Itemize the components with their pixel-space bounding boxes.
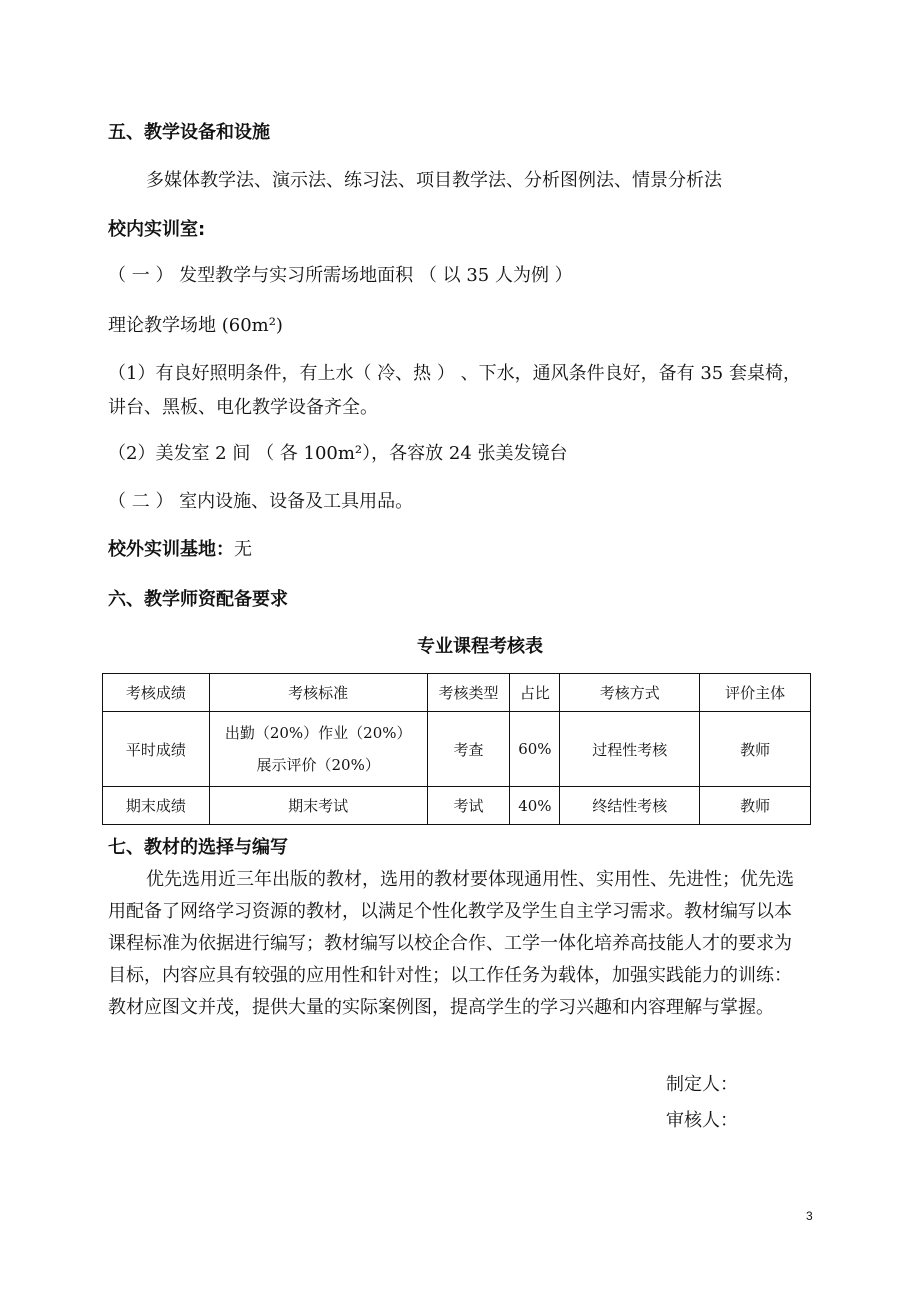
header-ratio: 占比 bbox=[510, 674, 560, 712]
teaching-methods-text: 多媒体教学法、演示法、练习法、项目教学法、分析图例法、情景分析法 bbox=[146, 170, 722, 191]
offsite-base-line bbox=[108, 538, 252, 562]
item-two-text: （ 二 ） 室内设施、设备及工具用品。 bbox=[108, 491, 414, 512]
cell-type: 考试 bbox=[427, 787, 510, 825]
cell-type: 考查 bbox=[427, 712, 510, 787]
onsite-training-heading: 校内实训室: bbox=[108, 219, 206, 240]
cell-standard bbox=[209, 712, 427, 787]
cell-ratio: 60% bbox=[510, 712, 560, 787]
cell-method: 终结性考核 bbox=[560, 787, 700, 825]
offsite-base-value: 无 bbox=[234, 539, 252, 560]
header-method: 考核方式 bbox=[560, 674, 700, 712]
paragraph-line: 课程标准为依据进行编写；教材编写以校企合作、工学一体化培养高技能人才的要求为 bbox=[108, 933, 792, 954]
cell-standard-line-1: 出勤（20%）作业（20%） bbox=[224, 724, 412, 742]
cell-standard: 期末考试 bbox=[209, 787, 427, 825]
cell-subject: 教师 bbox=[700, 712, 811, 787]
header-grade: 考核成绩 bbox=[103, 674, 210, 712]
table-row bbox=[103, 712, 811, 787]
header-type: 考核类型 bbox=[427, 674, 510, 712]
section-6-heading: 六、教学师资配备要求 bbox=[108, 589, 288, 610]
cell-standard-line-2: 展示评价（20%） bbox=[256, 756, 380, 774]
reviewer-label: 审核人： bbox=[666, 1110, 738, 1131]
table-header-row bbox=[103, 674, 811, 712]
cell-ratio: 40% bbox=[510, 787, 560, 825]
point-two-text: （2）美发室 2 间 （ 各 100m²），各容放 24 张美发镜台 bbox=[108, 443, 568, 464]
assessment-table bbox=[102, 673, 811, 825]
header-standard: 考核标准 bbox=[209, 674, 427, 712]
section-7-heading: 七、教材的选择与编写 bbox=[108, 837, 288, 858]
paragraph-line: 用配备了网络学习资源的教材，以满足个性化教学及学生自主学习需求。教材编写以本 bbox=[108, 901, 792, 922]
cell-grade: 平时成绩 bbox=[103, 712, 210, 787]
paragraph-line: 优先选用近三年出版的教材，选用的教材要体现通用性、实用性、先进性；优先选 bbox=[146, 869, 794, 890]
maker-label: 制定人： bbox=[666, 1074, 738, 1095]
page-number: 3 bbox=[806, 1209, 813, 1223]
paragraph-line: 目标，内容应具有较强的应用性和针对性；以工作任务为载体，加强实践能力的训练： bbox=[108, 965, 792, 986]
cell-subject: 教师 bbox=[700, 787, 811, 825]
table-row bbox=[103, 787, 811, 825]
cell-grade: 期末成绩 bbox=[103, 787, 210, 825]
table-title: 专业课程考核表 bbox=[417, 636, 543, 657]
textbook-paragraph bbox=[108, 864, 808, 1024]
section-5-heading: 五、教学设备和设施 bbox=[108, 122, 270, 143]
header-subject: 评价主体 bbox=[700, 674, 811, 712]
point-one-line-1: （1）有良好照明条件，有上水（ 冷、热 ） 、下水，通风条件良好，备有 35 套桌椅， bbox=[108, 363, 801, 384]
cell-method: 过程性考核 bbox=[560, 712, 700, 787]
item-one-text: （ 一 ） 发型教学与实习所需场地面积 （ 以 35 人为例 ） bbox=[108, 265, 573, 286]
offsite-base-label: 校外实训基地： bbox=[108, 539, 234, 560]
paragraph-line: 教材应图文并茂，提供大量的实际案例图，提高学生的学习兴趣和内容理解与掌握。 bbox=[108, 997, 774, 1018]
theory-site-text: 理论教学场地 (60m²) bbox=[108, 315, 283, 336]
point-one-line-2: 讲台、黑板、电化教学设备齐全。 bbox=[108, 397, 378, 418]
